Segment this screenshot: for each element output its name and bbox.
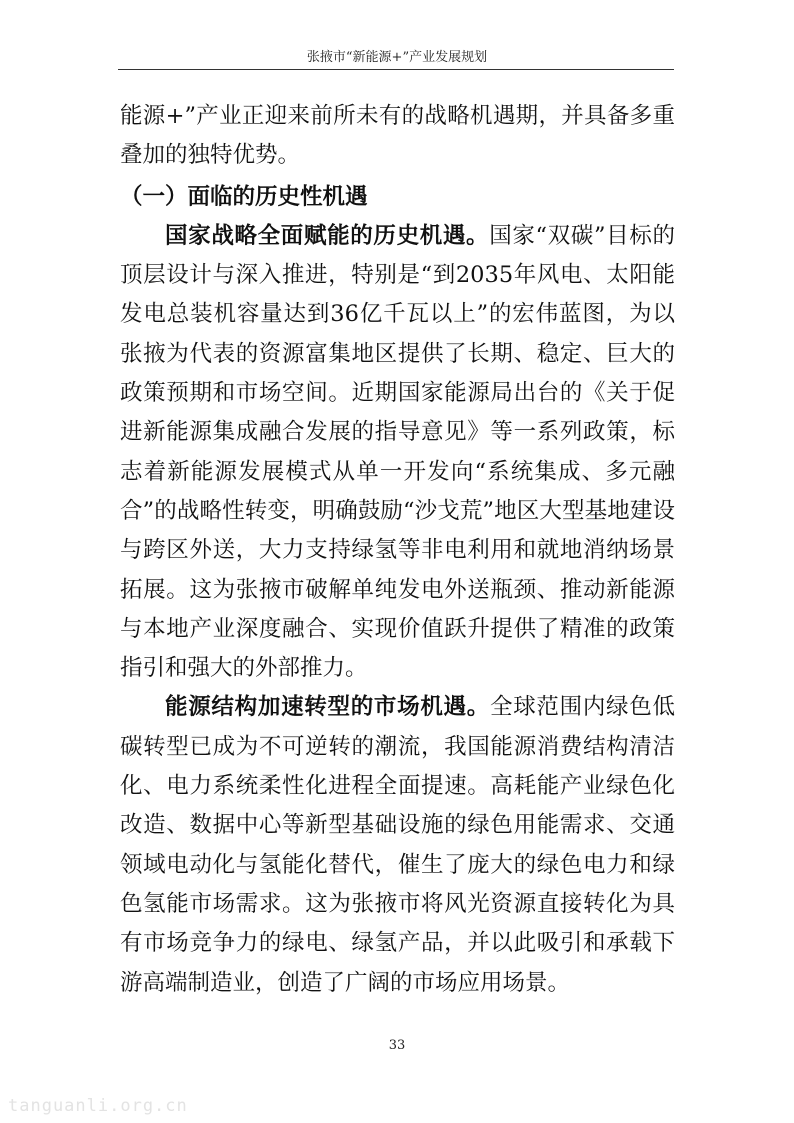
running-header: 张掖市“新能源+”产业发展规划 — [306, 50, 488, 65]
paragraph-market-opportunity — [120, 688, 675, 1002]
section-heading: （一）面临的历史性机遇 — [120, 183, 368, 210]
intro-paragraph: 能源+”产业正迎来前所未有的战略机遇期，并具备多重叠加的独特优势。 — [120, 103, 675, 169]
watermark-text: tanguanli.org.cn — [8, 1096, 188, 1116]
paragraph-text: 国家“双碳”目标的顶层设计与深入推进，特别是“到2035年风电、太阳能发电总装机容量达到36亿千瓦以上”的宏伟蓝图，为以张掖为代表的资源富集地区提供了长期、稳定、巨大的政策预期和市场空间。近期国家能源局出台的《关于促进新能源集成融合发展的指导意见》等一系列政策，标志着新能源发展模式从单一开发向“系统集成、多元融合”的战略性转变，明确鼓励“沙戈荒”地区大型基地建设与跨区外送，大力支持绿氢等非电利用和就地消纳场景拓展。这为张掖市破解单纯发电外送瓶颈、推动新能源与本地产业深度融合、实现价值跃升提供了精准的政策指引和强大的外部推力。 — [120, 222, 675, 682]
page-number: 33 — [388, 1038, 406, 1053]
page-body — [120, 97, 675, 1003]
paragraph-national-strategy — [120, 217, 675, 689]
paragraph-lead: 国家战略全面赋能的历史机遇。 — [165, 222, 490, 249]
paragraph-text: 全球范围内绿色低碳转型已成为不可逆转的潮流，我国能源消费结构清洁化、电力系统柔性化进程全面提速。高耗能产业绿色化改造、数据中心等新型基础设施的绿色用能需求、交通领域电动化与氢能化替代，催生了庞大的绿色电力和绿色氢能市场需求。这为张掖市将风光资源直接转化为具有市场竞争力的绿电、绿氢产品，并以此吸引和承载下游高端制造业，创造了广阔的市场应用场景。 — [120, 694, 675, 996]
header-divider — [118, 69, 674, 70]
paragraph-lead: 能源结构加速转型的市场机遇。 — [165, 694, 490, 721]
